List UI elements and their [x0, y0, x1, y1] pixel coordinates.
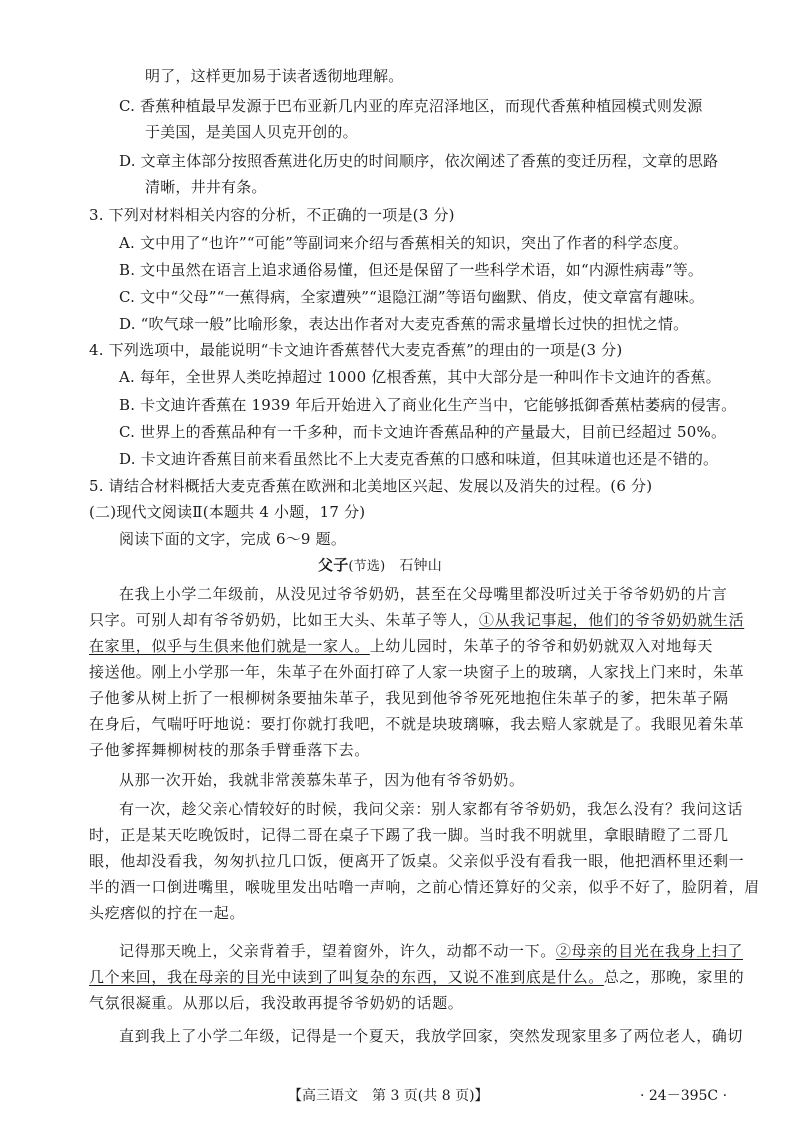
passage-author: 石钟山	[399, 558, 442, 574]
para1-line2-text: 只字。可别人却有爷爷奶奶，比如王大头、朱革子等人，	[89, 611, 480, 629]
underlined-sentence-1-start: ①从我记事起，他们的爷爷奶奶就生活	[479, 611, 745, 629]
para1-line4: 接送他。刚上小学那一年，朱革子在外面打碎了人家一块窗子上的玻璃，人家找上门来时，朱革	[89, 663, 745, 681]
q3-option-d: D. “吹气球一般”比喻形象，表达出作者对大麦克香蕉的需求量增长过快的担忧之情。	[119, 315, 689, 333]
para1-line3	[89, 636, 713, 656]
q5-stem: 5. 请结合材料概括大麦克香蕉在欧洲和北美地区兴起、发展以及消失的过程。(6 分)	[89, 477, 653, 495]
para1-line6: 在身后，气喘吁吁地说：要打你就打我吧，不就是块玻璃嘛，我去赔人家就是了。我眼见着朱革	[89, 715, 745, 733]
q4-stem: 4. 下列选项中，最能说明“卡文迪许香蕉替代大麦克香蕉”的理由的一项是(3 分)	[89, 341, 623, 359]
q3-option-b: B. 文中虽然在语言上追求通俗易懂，但还是保留了一些科学术语，如“内源性病毒”等。	[119, 261, 704, 279]
q2-option-d-line2: 清晰，井井有条。	[145, 178, 267, 196]
para4-line3: 气氛很凝重。从那以后，我没敢再提爷爷奶奶的话题。	[89, 994, 464, 1012]
para1-line1: 在我上小学二年级前，从没见过爷爷奶奶，甚至在父母嘴里都没听过关于爷爷奶奶的片言	[119, 585, 728, 603]
q2-option-d-line1: D. 文章主体部分按照香蕉进化历史的时间顺序，依次阐述了香蕉的变迁历程，文章的思路	[119, 152, 719, 170]
q4-option-b: B. 卡文迪许香蕉在 1939 年后开始进入了商业化生产当中，它能够抵御香蕉枯萎病的侵害。	[119, 396, 737, 414]
underlined-sentence-2-end: 几个来回，我在母亲的目光中读到了叫复杂的东西，又说不准到底是什么。	[89, 968, 604, 986]
para3-line5: 头疙瘩似的拧在一起。	[89, 904, 246, 922]
underlined-sentence-2-start: ②母亲的目光在我身上扫了	[555, 942, 744, 960]
q4-option-c: C. 世界上的香蕉品种有一千多种，而卡文迪许香蕉品种的产量最大，目前已经超过 50%。	[119, 423, 727, 441]
para1-line3-text: 上幼儿园时，朱革子的爷爷和奶奶就双入对地每天	[369, 637, 714, 655]
para1-line7: 子他爹挥舞柳树枝的那条手臂垂落下去。	[89, 741, 370, 759]
para5-line1: 直到我上了小学二年级，记得是一个夏天，我放学回家，突然发现家里多了两位老人，确切	[119, 1027, 744, 1045]
para3-line2: 时，正是某天吃晚饭时，记得二哥在桌子下踢了我一脚。当时我不明就里，拿眼睛瞪了二哥几	[89, 826, 729, 844]
passage-title-block	[318, 555, 442, 577]
para3-line4: 半的酒一口倒进嘴里，喉咙里发出咕噜一声响，之前心情还算好的父亲，似乎不好了，脸阴着，眉	[89, 878, 760, 896]
q3-stem: 3. 下列对材料相关内容的分析，不正确的一项是(3 分)	[89, 206, 455, 224]
q3-option-a: A. 文中用了“也许”“可能”等副词来介绍与香蕉相关的知识，突出了作者的科学态度。	[119, 234, 689, 252]
section-heading: (二)现代文阅读Ⅱ(本题共 4 小题，17 分)	[89, 503, 366, 521]
q4-option-a: A. 每年，全世界人类吃掉超过 1000 亿根香蕉，其中大部分是一种叫作卡文迪许的香蕉。	[119, 368, 721, 386]
para1-line2	[89, 610, 744, 630]
q2-option-c-line1: C. 香蕉种植最早发源于巴布亚新几内亚的库克沼泽地区，而现代香蕉种植园模式则发源	[119, 97, 703, 115]
para4-line2	[89, 967, 744, 987]
para3-line1: 有一次，趁父亲心情较好的时候，我问父亲：别人家都有爷爷奶奶，我怎么没有？我问这话	[119, 800, 744, 818]
para3-line3: 眼，他却没看我，匆匆扒拉几口饭，便离开了饭桌。父亲似乎没有看我一眼，他把酒杯里还剩一	[89, 852, 745, 870]
q2-option-b-continuation: 明了，这样更加易于读者透彻地理解。	[145, 67, 404, 85]
para1-line5: 子他爹从树上折了一根柳树条要抽朱革子，我见到他爷爷死死地抱住朱革子的爹，把朱革子隔	[89, 689, 729, 707]
q4-option-d: D. 卡文迪许香蕉目前来看虽然比不上大麦克香蕉的口感和味道，但其味道也还是不错的。	[119, 450, 719, 468]
underlined-sentence-1-end: 在家里，似乎与生俱来他们就是一家人。	[89, 637, 370, 655]
para4-line1-text: 记得那天晚上，父亲背着手，望着窗外，许久，动都不动一下。	[119, 942, 556, 960]
q3-option-c: C. 文中“父母”“一蕉得病，全家遭殃”“退隐江湖”等语句幽默、俏皮，使文章富有趣味。	[119, 288, 705, 306]
para4-line2-text: 总之，那晚，家里的	[603, 968, 745, 986]
page-footer-code: · 24－395C ·	[640, 1088, 728, 1104]
para4-line1	[119, 941, 743, 961]
passage-title: 父子	[318, 556, 349, 574]
passage-title-note: (节选)	[348, 559, 386, 574]
para2-line1: 从那一次开始，我就非常羡慕朱革子，因为他有爷爷奶奶。	[119, 771, 525, 789]
page-footer-label: 【高三语文 第 3 页(共 8 页)】	[288, 1088, 489, 1104]
q2-option-c-line2: 于美国，是美国人贝克开创的。	[145, 123, 358, 141]
passage-instruction: 阅读下面的文字，完成 6～9 题。	[119, 530, 347, 548]
